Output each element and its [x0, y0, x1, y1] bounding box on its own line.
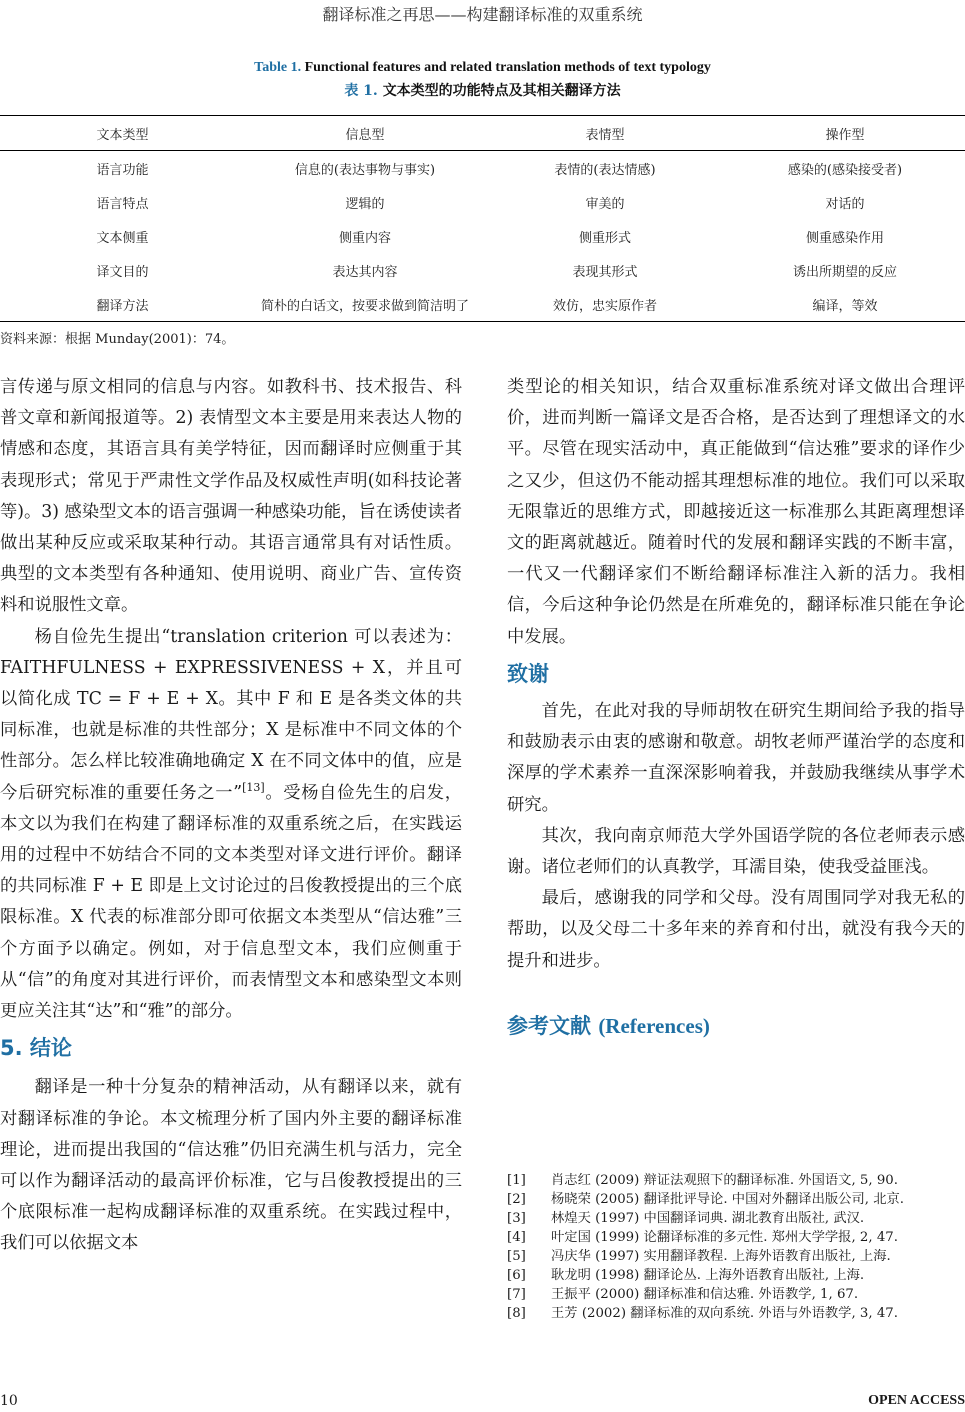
references-title-zh: 参考文献 — [507, 1013, 591, 1038]
reference-number: [5] — [507, 1249, 526, 1264]
table-header-cell: 信息型 — [245, 116, 485, 151]
reference-text: 耿龙明 (1998) 翻译论丛. 上海外语教育出版社, 上海. — [551, 1268, 865, 1283]
table-cell: 逻辑的 — [345, 196, 385, 212]
table-header-row — [0, 116, 965, 151]
reference-item — [507, 1285, 965, 1304]
paragraph-text: 。受杨自俭先生的启发，本文以为我们在构建了翻译标准的双重系统之后，在实践运用的过程中不妨结合不同的文本类型对译文进行评价。翻译的共同标准 F + E 即是上文讨论过的吕俊教授提出的三个底限标准。X 代表的标准部分即可依据文本类型从“信达雅”三个方面予以确定。例如，对于信息型文本，我们应侧重于从“信”的角度对其进行评价，而表情型文本和感染型文本则更应关注其“达”和“雅”的部分。 — [0, 782, 462, 1022]
table-cell: 翻译方法 — [0, 287, 245, 322]
open-access-label: OPEN ACCESS — [868, 1393, 965, 1408]
table-cell: 诱出所期望的反应 — [792, 264, 897, 280]
ack-paragraph: 最后，感谢我的同学和父母。没有周围同学对我无私的帮助，以及父母二十多年来的养育和付出，就没有我今天的提升和进步。 — [507, 888, 965, 971]
running-head: 翻译标准之再思——构建翻译标准的双重系统 — [322, 5, 643, 24]
table-row — [0, 253, 965, 287]
section-heading-conclusion: 5. 结论 — [0, 1036, 72, 1061]
table-caption-en-text: Functional features and related translation methods of text typology — [304, 60, 711, 75]
table-cell: 编译，等效 — [725, 287, 965, 322]
body-paragraph: 言传递与原文相同的信息与内容。如教科书、技术报告、科普文章和新闻报道等。2) 表情型文本主要是用来表达人物的情感和态度，其语言具有美学特征，因而翻译时应侧重于其表现形式；常见于严肃性文学作品及权威性声明(如科技论著等)。3) 感染型文本的语言强调一种感染功能，旨在诱使读者做出某种反应或采取某种行动。其语言通常具有对话性质。典型的文本类型有各种通知、使用说明、商业广告、宣传资料和说服性文章。 — [0, 377, 463, 616]
body-paragraph: 翻译是一种十分复杂的精神活动，从有翻译以来，就有对翻译标准的争论。本文梳理分析了国内外主要的翻译标准理论，进而提出我国的“信达雅”仍旧充满生机与活力，完全可以作为翻译活动的最高评价标准，它与吕俊教授提出的三个底限标准一起构成翻译标准的双重系统。在实践过程中，我们可以依据文本 — [0, 1077, 462, 1254]
reference-text: 王振平 (2000) 翻译标准和信达雅. 外语教学, 1, 67. — [551, 1287, 859, 1302]
reference-item — [507, 1190, 965, 1209]
reference-number: [1] — [507, 1173, 526, 1188]
ack-paragraph: 首先，在此对我的导师胡牧在研究生期间给予我的指导和鼓励表示由衷的感谢和敬意。胡牧老师严谨治学的态度和深厚的学术素养一直深深影响着我，并鼓励我继续从事学术研究。 — [507, 701, 965, 815]
reference-item — [507, 1304, 965, 1323]
table-cell: 简朴的白话文，按要求做到简洁明了 — [245, 287, 485, 322]
table-label-en: Table 1. — [254, 60, 302, 75]
body-paragraph — [0, 622, 462, 1028]
reference-item — [507, 1247, 965, 1266]
section-heading-acknowledgement: 致谢 — [507, 661, 549, 686]
table-cell: 信息的(表达事物与事实) — [294, 162, 436, 178]
page-number: 10 — [0, 1393, 18, 1409]
table-caption-zh — [0, 80, 965, 100]
reference-list — [507, 1171, 965, 1323]
table-cell: 效仿，忠实原作者 — [485, 287, 725, 322]
reference-text: 冯庆华 (1997) 实用翻译教程. 上海外语教育出版社, 上海. — [551, 1249, 891, 1264]
table-caption-en — [0, 60, 965, 76]
table-cell: 侧重内容 — [338, 230, 391, 246]
table-label-zh: 表 1. — [344, 83, 378, 99]
reference-text: 林煌天 (1997) 中国翻译词典. 湖北教育出版社, 武汉. — [551, 1211, 865, 1226]
table-cell: 译文目的 — [96, 264, 149, 280]
table-cell: 侧重感染作用 — [805, 230, 884, 246]
paragraph-text: 杨自俭先生提出“translation criterion 可以表述为：FAITHFULNESS + EXPRESSIVENESS + X，并且可以简化成 TC = F + E + X。其中 F 和 E 是各类文体的共同标准，也就是标准的共性部分；X 是标准中不同文体的个性部分。怎么样比较准确地确定 X 在不同文体中的值，应是今后研究标准的重要任务之一” — [0, 626, 462, 803]
reference-number: [2] — [507, 1192, 526, 1207]
reference-number: [8] — [507, 1306, 526, 1321]
table-cell: 侧重形式 — [578, 230, 631, 246]
right-column — [507, 372, 965, 1042]
table-row — [0, 219, 965, 253]
references-title-en: (References) — [598, 1013, 710, 1038]
table-cell: 语言功能 — [96, 162, 149, 178]
table-source-note: 资料来源：根据 Munday(2001)：74。 — [0, 332, 235, 347]
table-cell: 对话的 — [825, 196, 865, 212]
table-row — [0, 185, 965, 219]
table-cell: 文本侧重 — [96, 230, 149, 246]
table-header-cell: 操作型 — [725, 116, 965, 151]
reference-item — [507, 1171, 965, 1190]
left-column — [0, 372, 462, 1260]
table-cell: 表现其形式 — [572, 264, 638, 280]
reference-number: [6] — [507, 1268, 526, 1283]
reference-text: 肖志红 (2009) 辩证法观照下的翻译标准. 外国语文, 5, 90. — [551, 1173, 898, 1188]
reference-number: [4] — [507, 1230, 526, 1245]
reference-text: 王芳 (2002) 翻译标准的双向系统. 外语与外语教学, 3, 47. — [551, 1306, 898, 1321]
table-row — [0, 151, 965, 186]
table-row — [0, 287, 965, 322]
reference-number: [3] — [507, 1211, 526, 1226]
ack-paragraph: 其次，我向南京师范大学外国语学院的各位老师表示感谢。诸位老师们的认真教学，耳濡目染，使我受益匪浅。 — [507, 825, 965, 878]
table-cell: 表情的(表达情感) — [554, 162, 656, 178]
table-cell: 审美的 — [585, 196, 625, 212]
reference-text: 杨晓荣 (2005) 翻译批评导论. 中国对外翻译出版公司, 北京. — [551, 1192, 905, 1207]
body-paragraph: 类型论的相关知识，结合双重标准系统对译文做出合理评价，进而判断一篇译文是否合格，是否达到了理想译文的水平。尽管在现实活动中，真正能做到“信达雅”要求的译作少之又少，但这仍不能动摇其理想标准的地位。我们可以采取无限靠近的思维方式，即越接近这一标准那么其距离理想译文的距离就越近。随着时代的发展和翻译实践的不断丰富，一代又一代翻译家们不断给翻译标准注入新的活力。我相信，今后这种争论仍然是在所难免的，翻译标准只能在争论中发展。 — [507, 377, 965, 647]
section-heading-references — [507, 1011, 965, 1042]
table-cell: 表达其内容 — [332, 264, 398, 280]
reference-item — [507, 1266, 965, 1285]
citation: [13] — [242, 780, 265, 794]
table-header-cell: 表情型 — [485, 116, 725, 151]
table-cell: 感染的(感染接受者) — [787, 162, 903, 178]
reference-item — [507, 1209, 965, 1228]
text-typology-table — [0, 115, 965, 322]
table-header-cell: 文本类型 — [0, 116, 245, 151]
reference-item — [507, 1228, 965, 1247]
reference-number: [7] — [507, 1287, 526, 1302]
table-cell: 语言特点 — [96, 196, 149, 212]
reference-text: 叶定国 (1999) 论翻译标准的多元性. 郑州大学学报, 2, 47. — [551, 1230, 898, 1245]
table-caption-zh-text: 文本类型的功能特点及其相关翻译方法 — [382, 83, 621, 99]
